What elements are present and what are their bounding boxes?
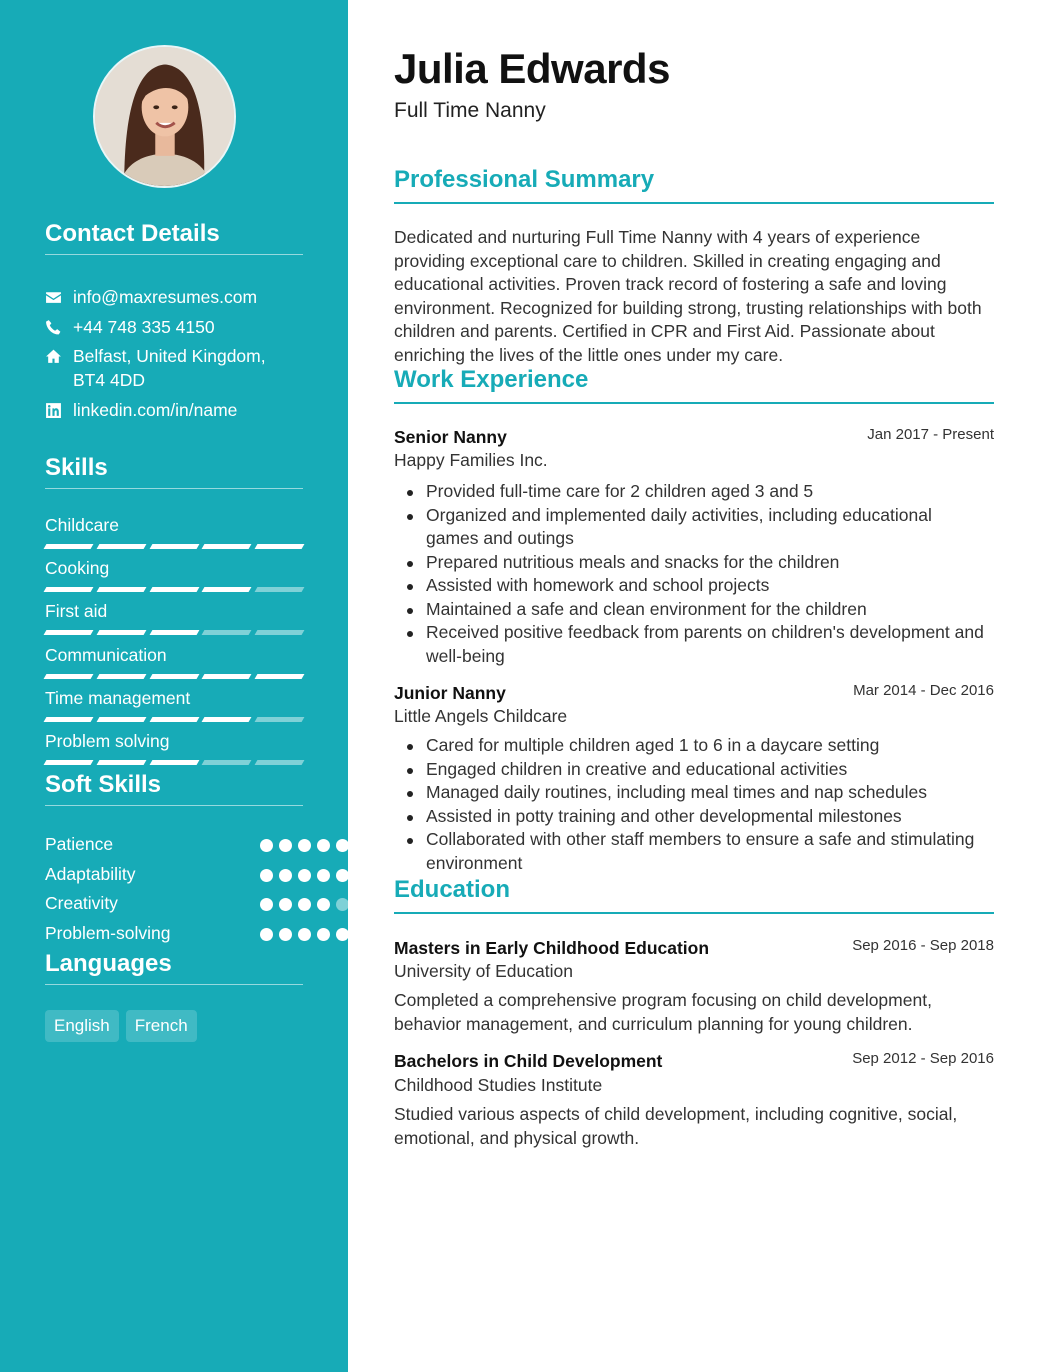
language-tag: French [126, 1010, 197, 1042]
job-bullet: Assisted with homework and school projects [426, 574, 986, 598]
envelope-icon [45, 285, 73, 309]
experience-heading: Work Experience [394, 366, 994, 404]
skill-level-segment [96, 674, 146, 679]
skill-level-segment [149, 544, 199, 549]
rating-dot [279, 898, 292, 911]
skill-name: First aid [45, 601, 108, 621]
job-bullet: Managed daily routines, including meal times and nap schedules [426, 781, 986, 805]
skill-item [45, 687, 303, 722]
soft-skill-item [45, 891, 303, 915]
languages-heading: Languages [45, 950, 303, 985]
school-name: Childhood Studies Institute [394, 1075, 603, 1095]
sidebar [0, 0, 348, 1372]
job-bullet: Cared for multiple children aged 1 to 6 in a daycare setting [426, 734, 986, 758]
skill-level-segment [202, 760, 252, 765]
job-bullet: Collaborated with other staff members to ensure a safe and stimulating environment [426, 828, 986, 875]
soft-skill-item [45, 832, 303, 856]
skill-level-segment [96, 544, 146, 549]
contact-address-text [73, 344, 266, 392]
skill-level-segment [255, 760, 305, 765]
degree-description: Completed a comprehensive program focusing on child development, behavior management, and curriculum planning for young children. [394, 990, 932, 1034]
job-title: Senior Nanny [394, 427, 507, 447]
skills-heading: Skills [45, 454, 303, 489]
soft-skill-rating [260, 898, 349, 911]
contact-email[interactable] [45, 285, 303, 309]
address-line-2: BT4 4DD [73, 370, 145, 390]
skill-level-segment [202, 587, 252, 592]
skill-level-bar [45, 760, 303, 765]
skill-level-segment [44, 717, 94, 722]
rating-dot [336, 928, 349, 941]
job-dates: Jan 2017 - Present [867, 426, 994, 443]
skill-level-segment [96, 717, 146, 722]
rating-dot [279, 928, 292, 941]
skill-item [45, 644, 303, 679]
degree-title: Masters in Early Childhood Education [394, 938, 710, 958]
skill-level-segment [44, 587, 94, 592]
soft-skill-name: Problem-solving [45, 923, 171, 943]
rating-dot [317, 869, 330, 882]
soft-skills-heading: Soft Skills [45, 771, 303, 806]
address-line-1: Belfast, United Kingdom, [73, 346, 266, 366]
job-bullet: Engaged children in creative and educational activities [426, 758, 986, 782]
job-bullet: Organized and implemented daily activities, including educational games and outings [426, 504, 986, 551]
rating-dot [298, 839, 311, 852]
rating-dot [336, 839, 349, 852]
skill-name: Cooking [45, 558, 110, 578]
skill-level-segment [44, 544, 94, 549]
skill-level-segment [149, 760, 199, 765]
job-bullets [426, 480, 986, 668]
skill-level-segment [149, 717, 199, 722]
skill-level-segment [96, 760, 146, 765]
skill-level-segment [202, 630, 252, 635]
rating-dot [279, 839, 292, 852]
skill-level-segment [44, 760, 94, 765]
skill-name: Childcare [45, 515, 119, 535]
home-icon [45, 344, 73, 392]
rating-dot [298, 869, 311, 882]
profile-photo [93, 45, 236, 188]
skill-level-bar [45, 717, 303, 722]
soft-skill-rating [260, 839, 349, 852]
skill-level-bar [45, 587, 303, 592]
skill-item [45, 514, 303, 549]
job-bullet: Assisted in potty training and other developmental milestones [426, 805, 986, 829]
contact-linkedin-text: linkedin.com/in/name [73, 400, 238, 420]
contact-phone[interactable] [45, 315, 303, 339]
job-bullet: Received positive feedback from parents on children's development and well-being [426, 621, 986, 668]
education-heading: Education [394, 876, 994, 914]
language-tag: English [45, 1010, 119, 1042]
soft-skill-item [45, 921, 303, 945]
contact-address [45, 344, 303, 392]
rating-dot [317, 928, 330, 941]
degree-description: Studied various aspects of child development, including cognitive, social, emotional, and physical growth. [394, 1104, 958, 1148]
skill-level-segment [255, 587, 305, 592]
soft-skill-name: Creativity [45, 893, 118, 913]
skill-level-segment [202, 674, 252, 679]
job-bullet: Prepared nutritious meals and snacks for the children [426, 551, 986, 575]
skill-level-segment [44, 674, 94, 679]
job-company: Happy Families Inc. [394, 450, 548, 470]
skill-level-segment [255, 630, 305, 635]
profile-photo-illustration [95, 47, 234, 186]
soft-skill-item [45, 862, 303, 886]
contact-email-text: info@maxresumes.com [73, 287, 258, 307]
rating-dot [279, 869, 292, 882]
rating-dot [260, 869, 273, 882]
skill-level-bar [45, 544, 303, 549]
rating-dot [260, 839, 273, 852]
skill-level-segment [96, 587, 146, 592]
job-company: Little Angels Childcare [394, 706, 568, 726]
skill-level-segment [149, 630, 199, 635]
soft-skill-name: Adaptability [45, 864, 136, 884]
skill-level-bar [45, 674, 303, 679]
skill-level-segment [255, 674, 305, 679]
rating-dot [298, 898, 311, 911]
job-title: Junior Nanny [394, 683, 506, 703]
skill-item [45, 600, 303, 635]
job-bullets [426, 734, 986, 875]
rating-dot [317, 839, 330, 852]
phone-icon [45, 315, 73, 339]
skill-name: Communication [45, 645, 167, 665]
skill-level-bar [45, 630, 303, 635]
linkedin-icon [45, 398, 73, 422]
soft-skill-name: Patience [45, 834, 114, 854]
skill-level-segment [202, 544, 252, 549]
degree-title: Bachelors in Child Development [394, 1051, 663, 1071]
contact-heading: Contact Details [45, 220, 303, 255]
degree-dates: Sep 2012 - Sep 2016 [852, 1050, 994, 1067]
contact-phone-text: +44 748 335 4150 [73, 317, 215, 337]
soft-skill-rating [260, 869, 349, 882]
rating-dot [298, 928, 311, 941]
skill-level-segment [149, 587, 199, 592]
skill-item [45, 730, 303, 765]
rating-dot [260, 928, 273, 941]
rating-dot [317, 898, 330, 911]
skill-name: Time management [45, 688, 191, 708]
job-bullet: Maintained a safe and clean environment for the children [426, 598, 986, 622]
soft-skill-rating [260, 928, 349, 941]
skill-name: Problem solving [45, 731, 170, 751]
rating-dot [336, 898, 349, 911]
candidate-title: Full Time Nanny [394, 99, 546, 122]
job-bullet: Provided full-time care for 2 children aged 3 and 5 [426, 480, 986, 504]
rating-dot [260, 898, 273, 911]
skill-level-segment [149, 674, 199, 679]
summary-heading: Professional Summary [394, 166, 994, 204]
skill-level-segment [255, 544, 305, 549]
school-name: University of Education [394, 961, 573, 981]
languages-list [45, 1010, 197, 1042]
candidate-name: Julia Edwards [394, 45, 670, 92]
skill-level-segment [202, 717, 252, 722]
rating-dot [336, 869, 349, 882]
degree-dates: Sep 2016 - Sep 2018 [852, 937, 994, 954]
summary-text: Dedicated and nurturing Full Time Nanny with 4 years of experience providing exceptional care to children. Skilled in creating engaging and educational activities. Proven track record of fostering a safe and loving environment. Recognized for building strong, trusting relationships with both children and parents. Certified in CPR and First Aid. Passionate about enriching the lives of the little ones under my care. [394, 227, 982, 365]
skill-level-segment [96, 630, 146, 635]
skill-item [45, 557, 303, 592]
skill-level-segment [255, 717, 305, 722]
contact-linkedin[interactable] [45, 398, 303, 422]
job-dates: Mar 2014 - Dec 2016 [853, 682, 994, 699]
skill-level-segment [44, 630, 94, 635]
